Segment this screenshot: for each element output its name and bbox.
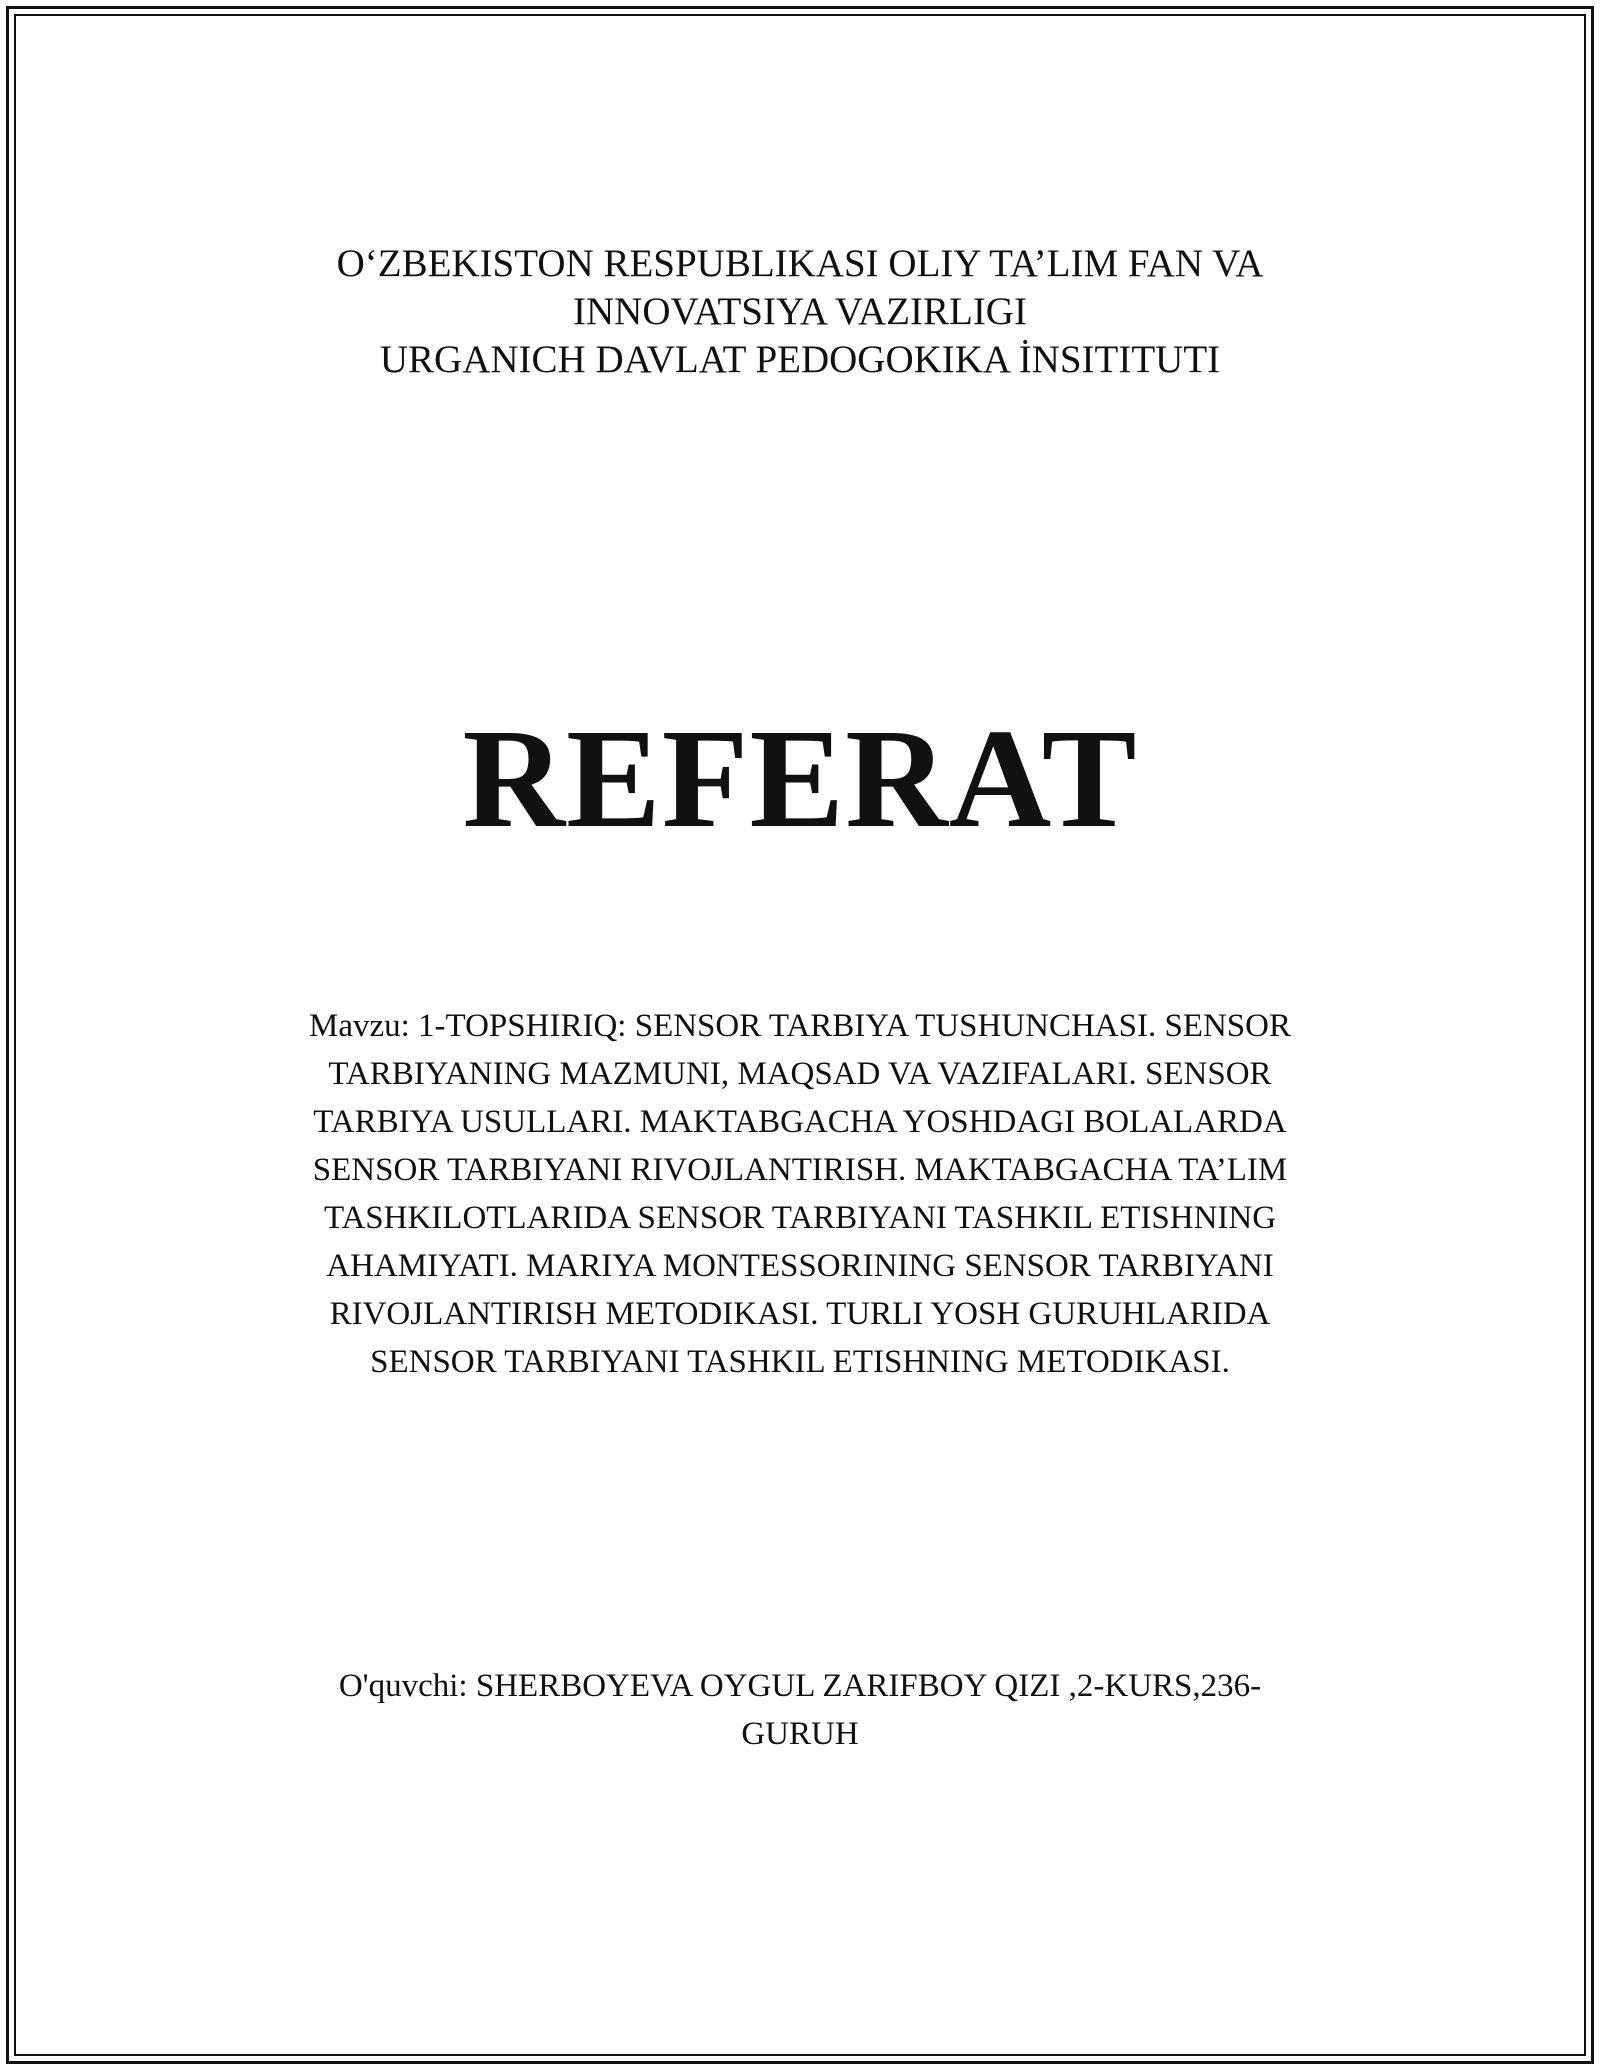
header-line-ministry: O‘ZBEKISTON RESPUBLIKASI OLIY TA’LIM FAN VA [336,242,1264,285]
topic-line: TARBIYA USULLARI. MAKTABGACHA YOSHDAGI BOLALARDA [313,1104,1287,1140]
student-info [0,1662,1600,1758]
topic-line: SENSOR TARBIYANI RIVOJLANTIRISH. MAKTABGACHA TA’LIM [312,1152,1288,1188]
topic-line: SENSOR TARBIYANI TASHKIL ETISHNING METODIKASI. [370,1344,1230,1380]
topic-line: AHAMIYATI. MARIYA MONTESSORINING SENSOR TARBIYANI [326,1248,1274,1284]
header-line-ministry-cont: INNOVATSIYA VAZIRLIGI [573,290,1027,333]
topic-line: RIVOJLANTIRISH METODIKASI. TURLI YOSH GURUHLARIDA [329,1296,1271,1332]
topic-line: Mavzu: 1-TOPSHIRIQ: SENSOR TARBIYA TUSHUNCHASI. SENSOR [309,1008,1291,1044]
student-line: GURUH [741,1716,859,1752]
student-line: O'quvchi: SHERBOYEVA OYGUL ZARIFBOY QIZI ,2-KURS,236- [338,1668,1262,1704]
topic-line: TARBIYANING MAZMUNI, MAQSAD VA VAZIFALARI. SENSOR [328,1056,1272,1092]
institution-header [0,240,1600,384]
topic-paragraph [0,1002,1600,1386]
document-title: REFERAT [462,699,1138,857]
topic-line: TASHKILOTLARIDA SENSOR TARBIYANI TASHKIL ETISHNING [323,1200,1277,1236]
header-line-institute: URGANICH DAVLAT PEDOGOKIKA İNSITITUTI [379,338,1221,381]
